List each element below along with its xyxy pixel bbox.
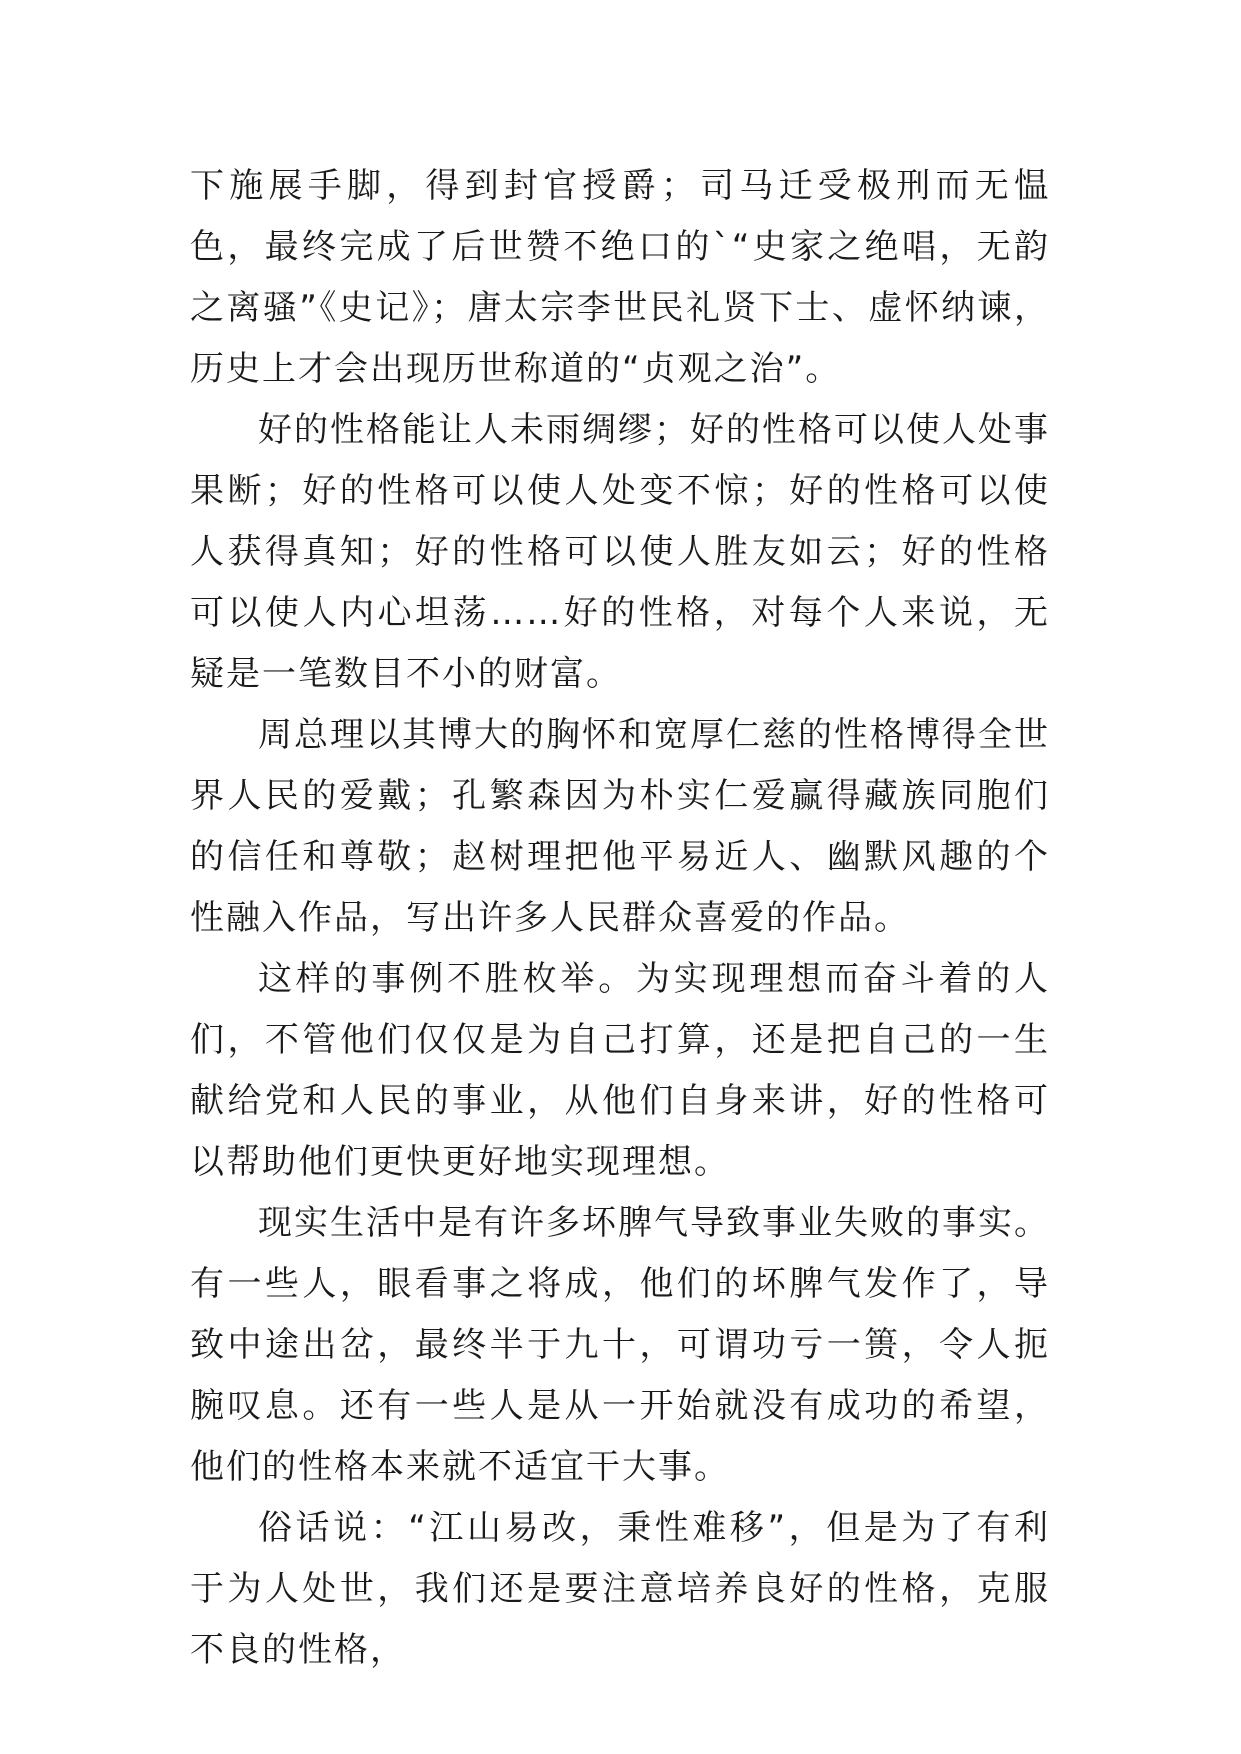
paragraph-3: 周总理以其博大的胸怀和宽厚仁慈的性格博得全世界人民的爱戴；孔繁森因为朴实仁爱赢得藏族同胞们的信任和尊敬；赵树理把他平易近人、幽默风趣的个性融入作品，写出许多人民群众喜爱的作品。 xyxy=(190,715,1050,938)
paragraph-2: 好的性格能让人未雨绸缪；好的性格可以使人处事果断；好的性格可以使人处变不惊；好的性格可以使人获得真知；好的性格可以使人胜友如云；好的性格可以使人内心坦荡……好的性格，对每个人来说，无疑是一笔数目不小的财富。 xyxy=(190,410,1050,694)
document-body xyxy=(190,156,1050,1681)
paragraph-5: 现实生活中是有许多坏脾气导致事业失败的事实。有一些人，眼看事之将成，他们的坏脾气发作了，导致中途出岔，最终半于九十，可谓功亏一篑，令人扼腕叹息。还有一些人是从一开始就没有成功的希望，他们的性格本来就不适宜干大事。 xyxy=(190,1203,1050,1487)
paragraph-6: 俗话说：“江山易改，秉性难移”，但是为了有利于为人处世，我们还是要注意培养良好的性格，克服不良的性格， xyxy=(190,1508,1050,1670)
paragraph-4: 这样的事例不胜枚举。为实现理想而奋斗着的人们，不管他们仅仅是为自己打算，还是把自己的一生献给党和人民的事业，从他们自身来讲，好的性格可以帮助他们更快更好地实现理想。 xyxy=(190,959,1050,1182)
paragraph-1: 下施展手脚，得到封官授爵；司马迁受极刑而无愠色，最终完成了后世赞不绝口的`“史家之绝唱，无韵之离骚”《史记》；唐太宗李世民礼贤下士、虚怀纳谏，历史上才会出现历世称道的“贞观之治”。 xyxy=(190,166,1050,389)
